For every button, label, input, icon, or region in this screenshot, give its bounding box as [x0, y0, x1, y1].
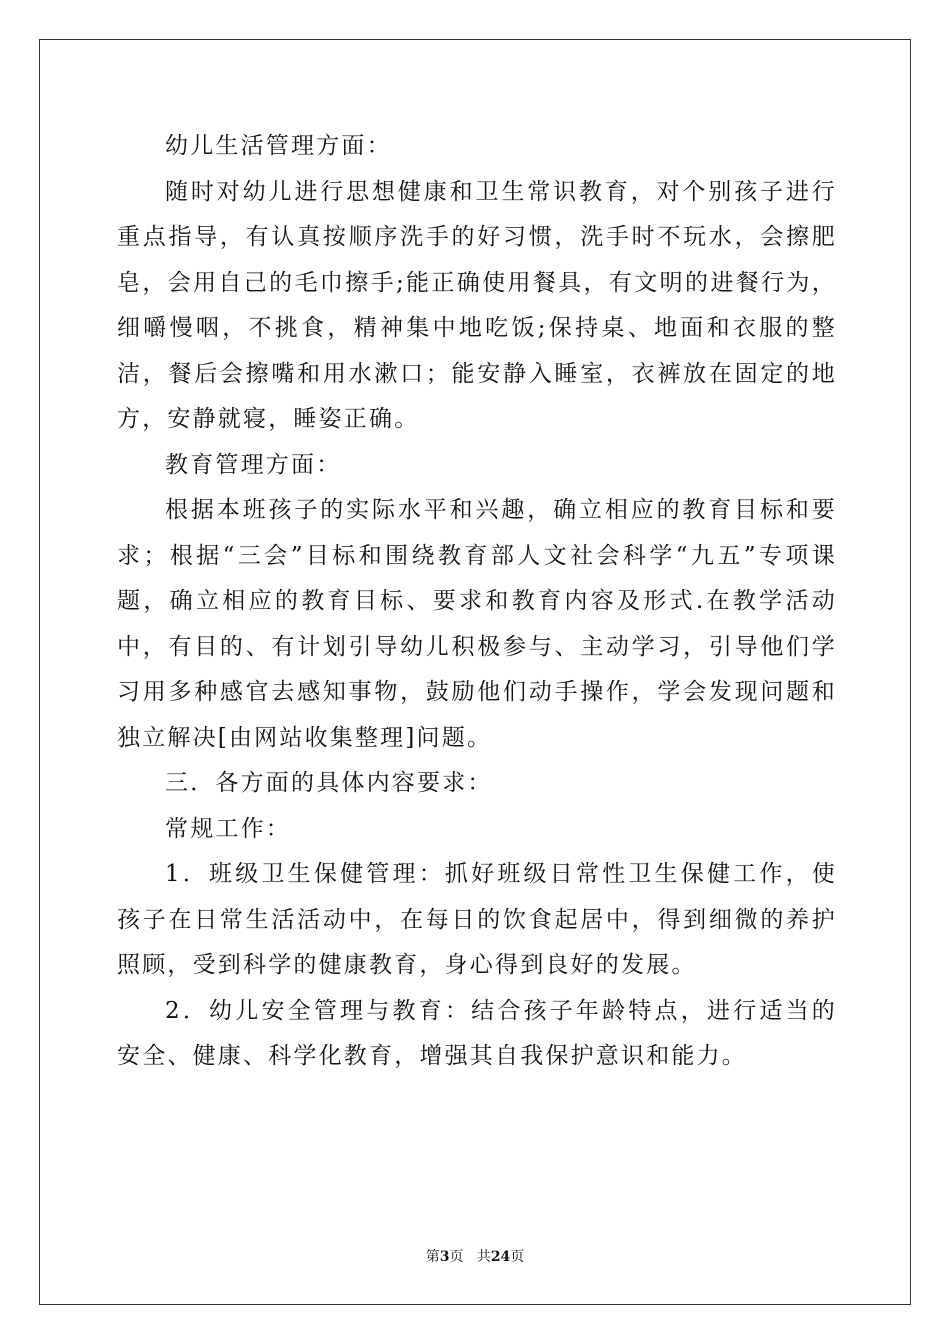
paragraph-heading-routine-work: 常规工作： — [165, 815, 291, 842]
total-prefix: 共 — [476, 1249, 491, 1265]
page-footer — [0, 1246, 950, 1266]
document-body — [117, 124, 837, 1080]
paragraph-heading-education-management: 教育管理方面： — [165, 451, 342, 478]
paragraph-item-1: 1．班级卫生保健管理：抓好班级日常性卫生保健工作，使孩子在日常生活活动中，在每日的饮食起居中，得到细微的养护照顾，受到科学的健康教育，身心得到良好的发展。 — [117, 861, 837, 978]
page-number: 3 — [439, 1249, 450, 1265]
total-pages: 24 — [490, 1249, 511, 1265]
paragraph-heading-section-three: 三．各方面的具体内容要求： — [165, 770, 493, 796]
paragraph-life-management: 随时对幼儿进行思想健康和卫生常识教育，对个别孩子进行重点指导，有认真按顺序洗手的好习惯，洗手时不玩水，会擦肥皂，会用自己的毛巾擦手;能正确使用餐具，有文明的进餐行为，细嚼慢咽，不挑食，精神集中地吃饭;保持桌、地面和衣服的整洁，餐后会擦嘴和用水漱口；能安静入睡室，衣裤放在固定的地方，安静就寝，睡姿正确。 — [117, 178, 837, 432]
paragraph-item-2: 2．幼儿安全管理与教育：结合孩子年龄特点，进行适当的安全、健康、科学化教育，增强其自我保护意识和能力。 — [117, 997, 837, 1069]
paragraph-education-management: 根据本班孩子的实际水平和兴趣，确立相应的教育目标和要求；根据“三会”目标和围绕教育部人文社会科学“九五”专项课题，确立相应的教育目标、要求和教育内容及形式.在教学活动中，有目的、有计划引导幼儿积极参与、主动学习，引导他们学习用多种感官去感知事物，鼓励他们动手操作，学会发现问题和独立解决[由网站收集整理]问题。 — [117, 497, 837, 751]
page-suffix: 页 — [449, 1249, 464, 1265]
page-prefix: 第 — [425, 1249, 440, 1265]
paragraph-heading-life-management: 幼儿生活管理方面： — [165, 133, 392, 159]
total-suffix: 页 — [510, 1249, 525, 1265]
